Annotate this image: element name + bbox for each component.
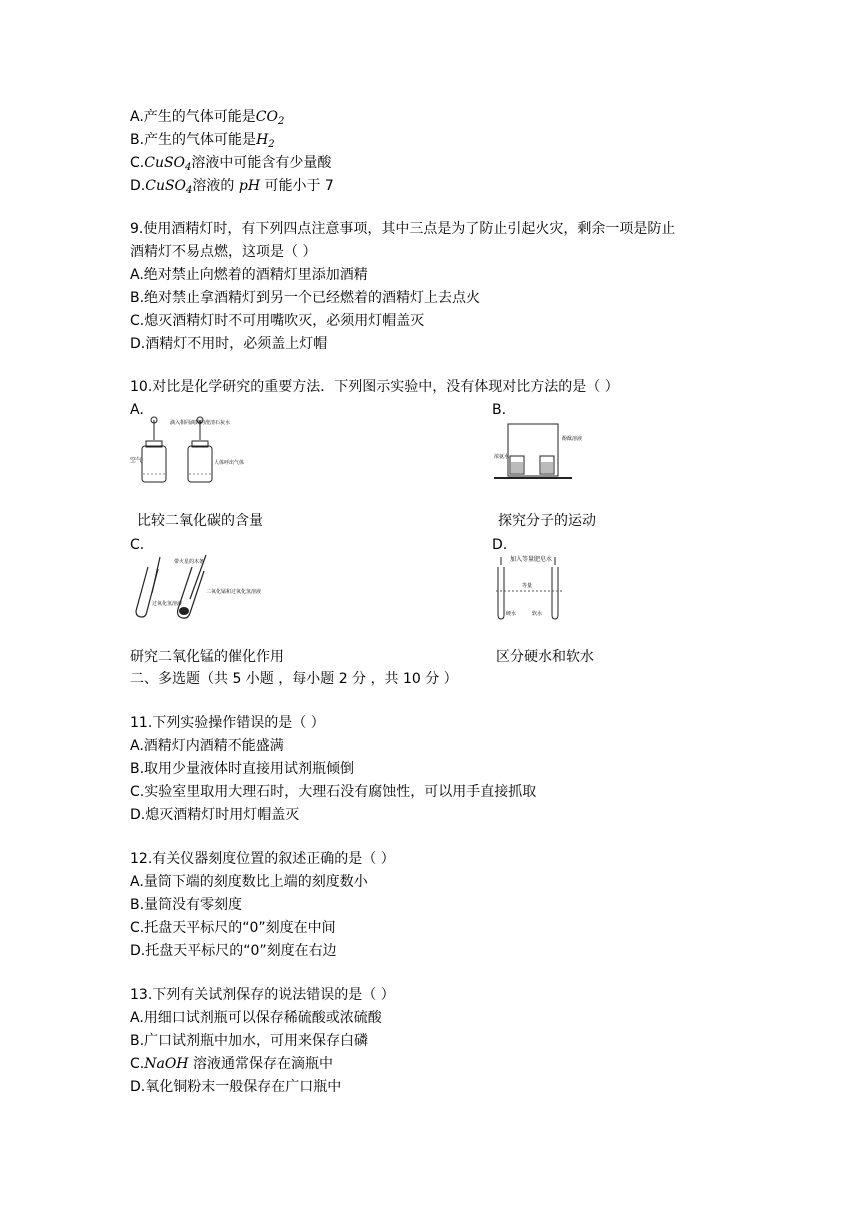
- q13-option-d: D.氧化铜粉末一般保存在广口瓶中: [130, 1079, 342, 1095]
- q9-option-d: D.酒精灯不用时，必须盖上灯帽: [130, 336, 328, 352]
- q12-option-a: A.量筒下端的刻度数比上端的刻度数小: [130, 874, 368, 890]
- figure-c-mno2-catalysis: [130, 553, 262, 627]
- fig-b-label-right: 酚酞溶液: [562, 436, 583, 442]
- figure-d-hard-soft-water: [492, 553, 592, 627]
- chem-formula: CuSO$_4$: [144, 155, 192, 173]
- q10-label-d: D.: [492, 537, 508, 553]
- q9-option-b: B.绝对禁止拿酒精灯到另一个已经燃着的酒精灯上去点火: [130, 290, 481, 306]
- fig-d-label-hard: 硬水: [506, 611, 517, 617]
- q10-label-b: B.: [492, 402, 507, 418]
- chem-formula: NaOH: [144, 1056, 189, 1072]
- q9-stem-cont: 酒精灯不易点燃，这项是（ ）: [130, 244, 317, 260]
- figure-b-molecule-motion: [492, 418, 602, 492]
- q13-option-b: B.广口试剂瓶中加水，可用来保存白磷: [130, 1033, 369, 1049]
- q8-option-d: D.CuSO$_4$溶液的 pH 可能小于 7: [130, 178, 334, 196]
- q9-option-c: C.熄灭酒精灯时不可用嘴吹灭，必须用灯帽盖灭: [130, 313, 425, 329]
- q10-label-a: A.: [130, 402, 144, 418]
- q8-option-c: C.CuSO$_4$溶液中可能含有少量酸: [130, 155, 332, 173]
- q10-caption-c: 研究二氧化锰的催化作用: [130, 649, 284, 665]
- fig-d-label-top: 加入等量肥皂水: [510, 556, 553, 563]
- q12-option-c: C.托盘天平标尺的“0”刻度在中间: [130, 920, 336, 936]
- q10-label-c: C.: [130, 537, 145, 553]
- q11-option-a: A.酒精灯内酒精不能盛满: [130, 738, 284, 754]
- fig-c-label-right: 二氧化锰和过氧化氢溶液: [206, 589, 262, 595]
- option-text: B.产生的气体可能是: [130, 132, 257, 148]
- q10-caption-a: 比较二氧化碳的含量: [137, 513, 263, 529]
- option-text: A.产生的气体可能是: [130, 109, 256, 125]
- q8-option-a: [130, 107, 284, 127]
- chem-formula: pH: [238, 178, 261, 194]
- q11-option-b: B.取用少量液体时直接用试剂瓶倾倒: [130, 761, 355, 777]
- q12-option-d: D.托盘天平标尺的“0”刻度在右边: [130, 943, 337, 959]
- section-title: 二、多选题（共 5 小题 ，每小题 2 分 ，共 10 分 ）: [130, 671, 458, 687]
- q10-caption-b: 探究分子的运动: [498, 513, 596, 529]
- fig-a-label-top: 滴入相同滴数的澄清石灰水: [170, 420, 231, 426]
- figure-a-co2-comparison: [130, 416, 245, 494]
- q10-caption-d: 区分硬水和软水: [496, 649, 594, 665]
- q11-option-d: D.熄灭酒精灯时用灯帽盖灭: [130, 807, 300, 823]
- fig-d-label-mid: 等量: [522, 583, 533, 589]
- q13-option-c: C.NaOH 溶液通常保存在滴瓶中: [130, 1056, 333, 1072]
- q9-stem: 9.使用酒精灯时，有下列四点注意事项，其中三点是为了防止引起火灾，剩余一项是防止: [130, 221, 676, 237]
- q11-stem: 11.下列实验操作错误的是（ ）: [130, 715, 325, 731]
- fig-b-label-left: 浓氨水: [494, 454, 510, 460]
- q13-option-a: A.用细口试剂瓶可以保存稀硫酸或浓硫酸: [130, 1010, 382, 1026]
- chem-formula: $CO_2$: [255, 109, 285, 127]
- q8-option-b: [130, 130, 275, 150]
- chem-formula: CuSO$_4$: [145, 178, 193, 196]
- q13-stem: 13.下列有关试剂保存的说法错误的是（ ）: [130, 987, 395, 1003]
- fig-a-label-air: 空气: [130, 457, 143, 464]
- q9-option-a: A.绝对禁止向燃着的酒精灯里添加酒精: [130, 267, 368, 283]
- q12-option-b: B.量筒没有零刻度: [130, 897, 243, 913]
- q12-stem: 12.有关仪器刻度位置的叙述正确的是（ ）: [130, 851, 395, 867]
- fig-a-label-breath: 人体呼出气体: [214, 460, 245, 466]
- fig-c-label-top: 带火星的木条: [174, 559, 205, 565]
- fig-c-label-left: 过氧化氢溶液: [152, 601, 183, 607]
- q10-stem: 10.对比是化学研究的重要方法．下列图示实验中，没有体现对比方法的是（ ）: [130, 379, 619, 395]
- chem-formula: $H_2$: [256, 132, 275, 150]
- fig-d-label-soft: 软水: [532, 611, 543, 617]
- q11-option-c: C.实验室里取用大理石时，大理石没有腐蚀性，可以用手直接抓取: [130, 784, 537, 800]
